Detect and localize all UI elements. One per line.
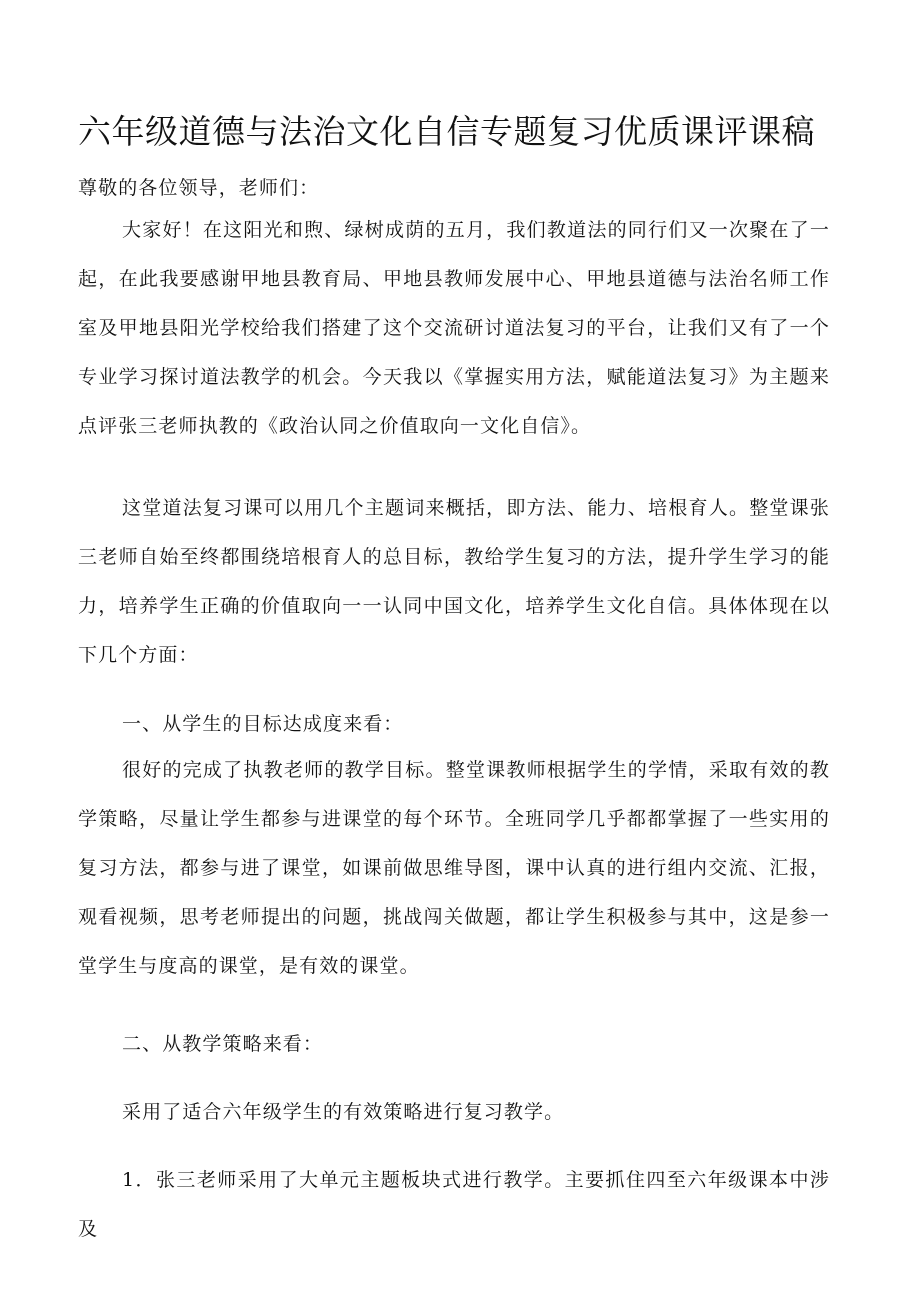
salutation: 尊敬的各位领导，老师们：: [78, 177, 320, 199]
section-heading-strategy: 二、从教学策略来看：: [122, 1033, 324, 1055]
paragraph-goal: 很好的完成了执教老师的教学目标。整堂课教师根据学生的学情，采取有效的教学策略，尽量让学生都参与进课堂的每个环节。全班同学几乎都都掌握了一些实用的复习方法，都参与进了课堂，如课前做思维导图，课中认真的进行组内交流、汇报，观看视频，思考老师提出的问题，挑战闯关做题，都让学生积极参与其中，这是参一堂学生与度高的课堂，是有效的课堂。: [78, 759, 830, 977]
document-title: 六年级道德与法治文化自信专题复习优质课评课稿: [78, 112, 815, 151]
paragraph-greeting: 大家好！在这阳光和煦、绿树成荫的五月，我们教道法的同行们又一次聚在了一起，在此我要感谢甲地县教育局、甲地县教师发展中心、甲地县道德与法治名师工作室及甲地县阳光学校给我们搭建了这个交流研讨道法复习的平台，让我们又有了一个专业学习探讨道法教学的机会。今天我以《掌握实用方法，赋能道法复习》为主题来点评张三老师执教的《政治认同之价值取向一文化自信》。: [78, 219, 830, 437]
paragraph-summary: 这堂道法复习课可以用几个主题词来概括，即方法、能力、培根育人。整堂课张三老师自始至终都围绕培根育人的总目标，教给学生复习的方法，提升学生学习的能力，培养学生正确的价值取向一一认同中国文化，培养学生文化自信。具体体现在以下几个方面：: [78, 497, 830, 666]
section-heading-goal: 一、从学生的目标达成度来看：: [122, 713, 404, 735]
paragraph-strategy-item-1: 1．张三老师采用了大单元主题板块式进行教学。主要抓住四至六年级课本中涉及: [78, 1169, 830, 1240]
paragraph-strategy: 采用了适合六年级学生的有效策略进行复习教学。: [122, 1101, 565, 1123]
